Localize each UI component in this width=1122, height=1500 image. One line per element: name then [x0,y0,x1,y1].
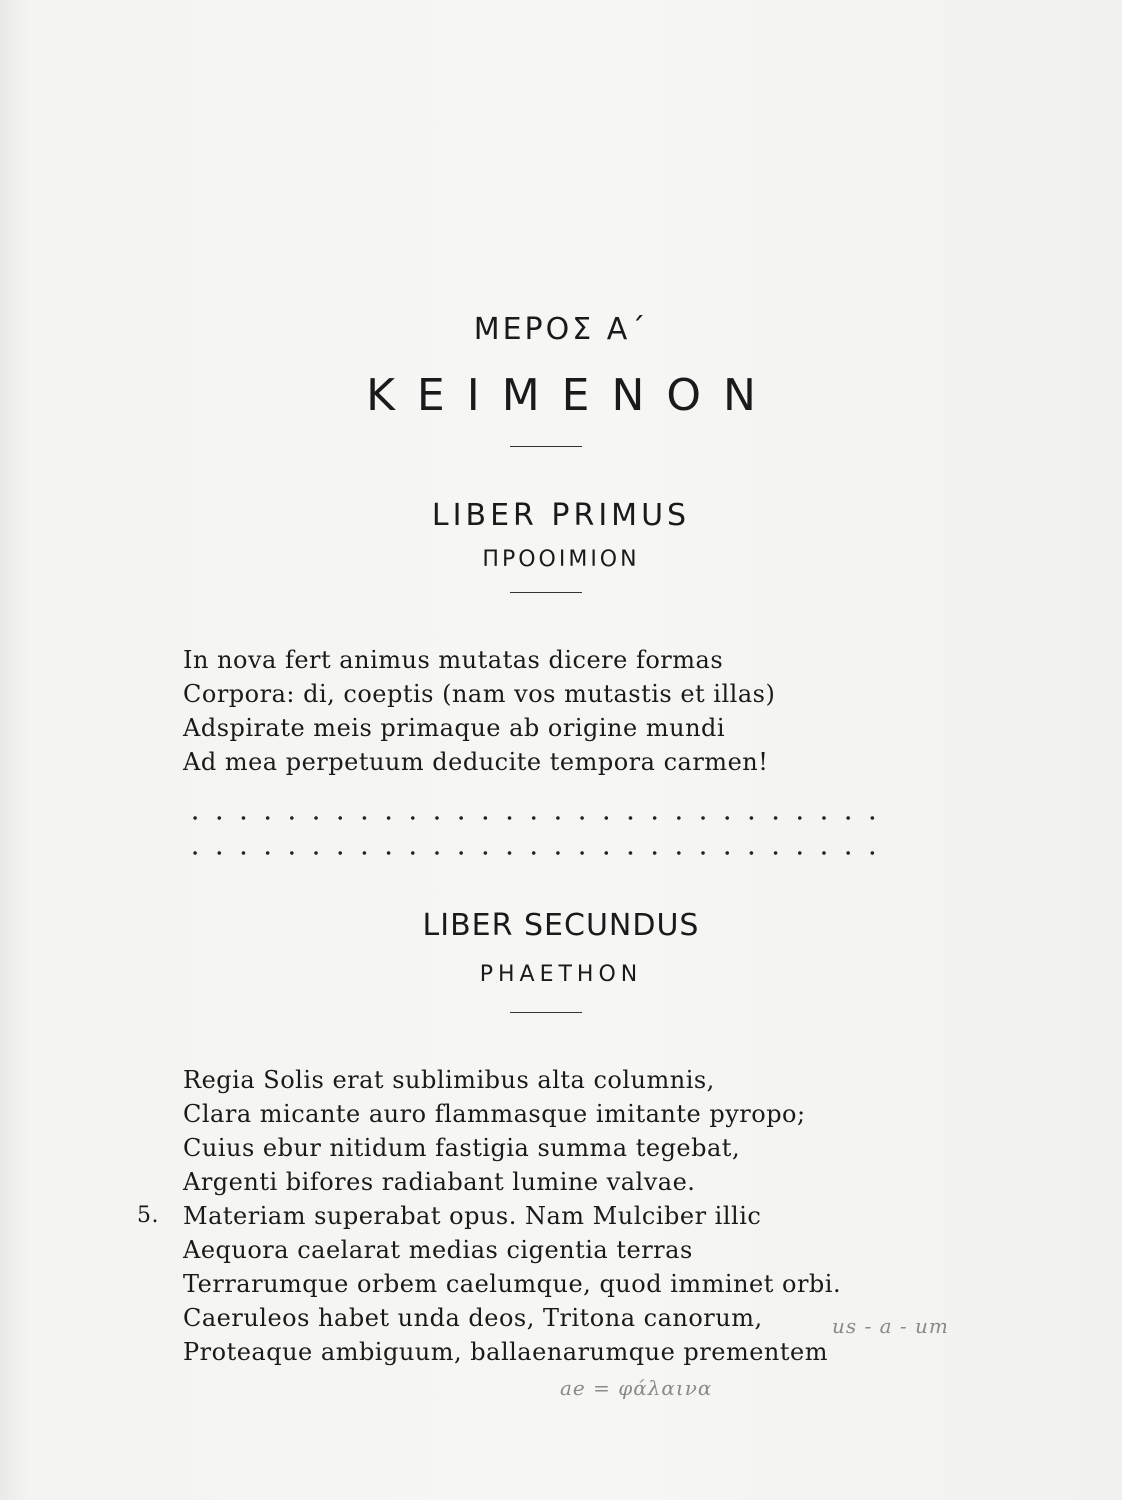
divider-rule [510,592,582,593]
handwritten-margin-note: us - a - um [832,1314,949,1338]
book1-subtitle: ΠΡΟΟΙΜΙΟΝ [482,547,640,572]
verse-line: Corpora: di, coeptis (nam vos mutastis et illas) [183,680,776,708]
book1-title: LIBER PRIMUS [431,498,691,533]
verse-line: Proteaque ambiguum, ballaenarumque prementem [183,1338,828,1366]
verse-text: Materiam superabat opus. Nam Mulciber illic [183,1202,762,1230]
omission-dots [183,815,883,821]
book2-verses [137,1063,943,1369]
book2-title: LIBER SECUNDUS [422,908,700,943]
main-title: ΚΕΙΜΕΝΟΝ [366,370,778,421]
verse-line: Caeruleos habet unda deos, Tritona canorum, [183,1304,763,1332]
verse-line: Argenti bifores radiabant lumine valvae. [183,1168,696,1196]
divider-rule [510,1012,582,1013]
line-number: 5. [137,1203,159,1228]
verse-line: Adspirate meis primaque ab origine mundi [183,714,726,742]
verse-line: Clara micante auro flammasque imitante pyropo; [183,1100,806,1128]
book1-verses [183,643,943,779]
omission-dots [183,850,883,856]
handwritten-bottom-note: ae = φάλαινα [560,1376,713,1400]
verse-line: Regia Solis erat sublimibus alta columnis, [183,1066,715,1094]
verse-line: Cuius ebur nitidum fastigia summa tegebat, [183,1134,741,1162]
verse-line: Aequora caelarat medias cigentia terras [183,1236,693,1264]
verse-line: Ad mea perpetuum deducite tempora carmen! [183,748,769,776]
verse-line [137,1199,943,1233]
part-heading: ΜΕΡΟΣ Α΄ [473,312,649,347]
book2-subtitle: PHAETHON [479,962,643,987]
divider-rule [510,446,582,447]
verse-line: In nova fert animus mutatas dicere formas [183,646,724,674]
verse-line: Terrarumque orbem caelumque, quod imminet orbi. [183,1270,842,1298]
